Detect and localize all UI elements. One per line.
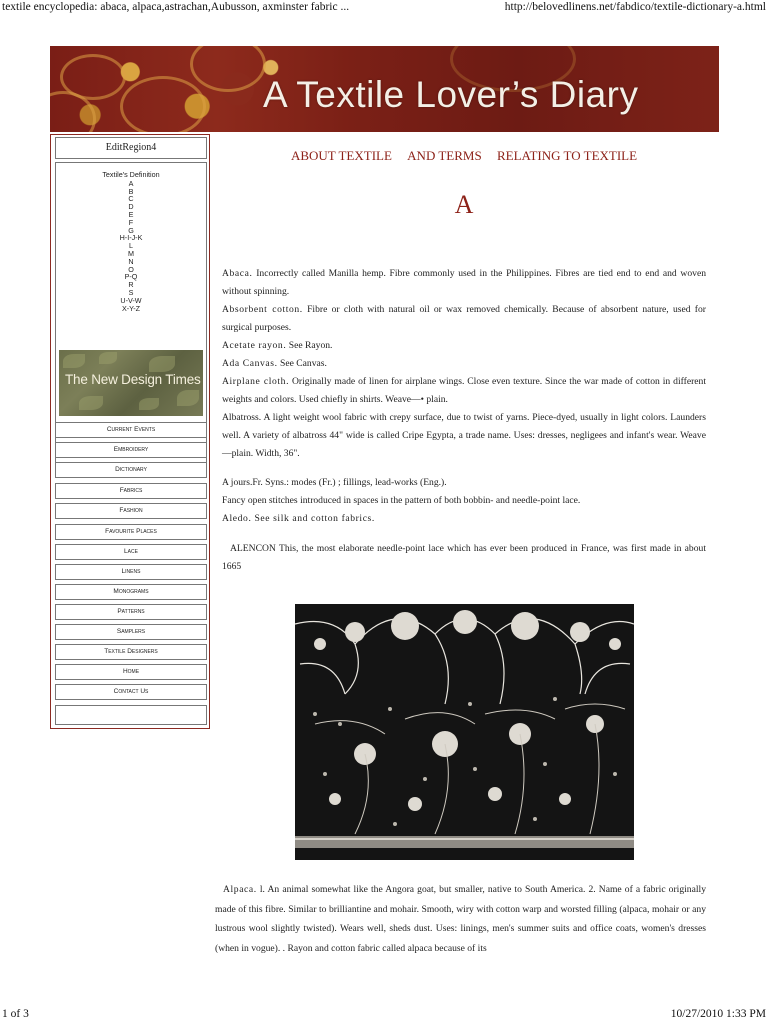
entry-text: Incorrectly called Manilla hemp. Fibre commonly used in the Philippines. Fibres are tied end to end and woven without spinning.: [222, 268, 706, 297]
letter-link[interactable]: D: [128, 202, 134, 212]
print-footer: [0, 1007, 768, 1023]
letter-link[interactable]: O: [128, 264, 134, 274]
entry-term: Ada Canvas.: [222, 358, 278, 369]
new-design-times-title: The New Design Times: [65, 372, 201, 387]
banner-title: A Textile Lover’s Diary: [263, 74, 639, 115]
nav-textile-designers[interactable]: Textile Designers: [55, 644, 207, 660]
letter-link[interactable]: S: [128, 287, 134, 297]
nav-embroidery[interactable]: Embroidery: [55, 442, 207, 458]
letter-link[interactable]: G: [128, 225, 134, 235]
alpaca-text: l. An animal somewhat like the Angora goat, but smaller, native to South America. 2. Name of a fabric originally made of this fibre. Similar to brilliantine and mohair. Smooth, wiry with cotton warp and worsted filling (alpaca, mohair or any lustrous wool slightly twisted). Wears well, sheds dust. Uses: linings, men's summer suits and office coats, women's dresses (when in vogue). . Rayon and cotton fabric called alpaca because of its: [215, 884, 706, 954]
definitions-title: Textile's Definition: [102, 170, 160, 179]
sidebar: [50, 134, 210, 729]
nav-monograms[interactable]: Monograms: [55, 584, 207, 600]
nav-fashion[interactable]: Fashion: [55, 503, 207, 519]
entry: [222, 355, 706, 373]
letter-link[interactable]: X-Y-Z: [121, 303, 141, 313]
letter-link[interactable]: N: [128, 256, 134, 266]
letter-link[interactable]: H-I-J-K: [119, 233, 143, 243]
entry: [222, 337, 706, 355]
entry-term: Absorbent cotton.: [222, 304, 303, 315]
entry-text: Originally made of linen for airplane wings. Close even texture. Since the war made of cotton in different weights and colors. Used chiefly in shirts. Weave—• plain.: [222, 376, 706, 405]
entry: [222, 301, 706, 337]
entry-text: See Canvas.: [277, 358, 327, 369]
letter-link[interactable]: A: [128, 178, 134, 188]
print-datetime: 10/27/2010 1:33 PM: [670, 1008, 766, 1020]
banner: [50, 46, 719, 132]
letter-link[interactable]: B: [128, 186, 134, 196]
nav-lace[interactable]: Lace: [55, 544, 207, 560]
edit-region-label: EditRegion4: [55, 137, 207, 159]
entry-term: Albatross.: [222, 412, 262, 423]
entry: [222, 409, 706, 463]
alencon-entry: ALENCON This, the most elaborate needle-point lace which has ever been produced in France, was first made in about 1665: [222, 543, 706, 572]
entry: [222, 265, 706, 301]
letter-link[interactable]: R: [128, 280, 134, 290]
entry-text: Fibre or cloth with natural oil or wax removed chemically. Because of absorbent nature, used for surgical purposes.: [222, 304, 706, 333]
entry-term: Abaca.: [222, 268, 253, 279]
entry-term: Airplane cloth.: [222, 376, 290, 387]
nav-dictionary[interactable]: Dictionary: [55, 462, 207, 478]
lace-illustration: [295, 604, 634, 860]
aledo-entry: Aledo. See silk and cotton fabrics.: [222, 513, 375, 524]
nav-current-events[interactable]: Current Events: [55, 422, 207, 438]
section-letter: A: [454, 190, 474, 219]
entries-block: [222, 265, 706, 463]
print-title: textile encyclopedia: abaca, alpaca,astrachan,Aubusson, axminster fabric ...: [2, 1, 350, 13]
entry: [222, 373, 706, 409]
print-header: [0, 0, 768, 16]
nav-favourite-places[interactable]: Favourite Places: [55, 524, 207, 540]
letter-link[interactable]: P-Q: [124, 272, 138, 282]
ajours-line: A jours.Fr. Syns.: modes (Fr.) ; fillings, lead-works (Eng.).: [222, 477, 447, 488]
letter-link[interactable]: L: [129, 241, 133, 251]
print-url: http://belovedlinens.net/fabdico/textile-dictionary-a.html: [504, 1, 766, 13]
ajours-block: [222, 474, 706, 528]
letter-link[interactable]: F: [128, 217, 134, 227]
topnav-and-terms[interactable]: AND TERMS: [407, 148, 482, 163]
nav-linens[interactable]: Linens: [55, 564, 207, 580]
topnav-about-textile[interactable]: ABOUT TEXTILE: [290, 148, 392, 163]
top-heading-nav: [222, 148, 706, 164]
entry-text: See Rayon.: [286, 340, 333, 351]
letter-link[interactable]: E: [128, 209, 134, 219]
alpaca-entry: [215, 880, 706, 958]
page-number: 1 of 3: [2, 1008, 29, 1020]
letter-link[interactable]: M: [128, 248, 134, 258]
letter-link[interactable]: U-V-W: [120, 295, 142, 305]
entry-text: A light weight wool fabric with crepy surface, due to twist of yarns. Piece-dyed, usually in light colors. Launders well. A variety of albatross 44" wide is called Cripe Egypta, a trade name. Uses: dresses, negligees and infant's wear. Weave—plain. Width, 36".: [222, 412, 706, 459]
sidebar-empty-box: [55, 705, 207, 725]
topnav-relating-to-textile[interactable]: RELATING TO TEXTILE: [496, 148, 638, 163]
new-design-times-banner[interactable]: [59, 350, 203, 416]
nav-patterns[interactable]: Patterns: [55, 604, 207, 620]
nav-home[interactable]: Home: [55, 664, 207, 680]
alpaca-term: Alpaca.: [223, 884, 257, 895]
nav-fabrics[interactable]: Fabrics: [55, 483, 207, 499]
nav-samplers[interactable]: Samplers: [55, 624, 207, 640]
letter-link[interactable]: C: [128, 194, 134, 204]
entry-term: Acetate rayon.: [222, 340, 287, 351]
nav-contact-us[interactable]: Contact Us: [55, 684, 207, 700]
ajours-line: Fancy open stitches introduced in spaces in the pattern of both bobbin- and needle-point lace.: [222, 495, 581, 506]
